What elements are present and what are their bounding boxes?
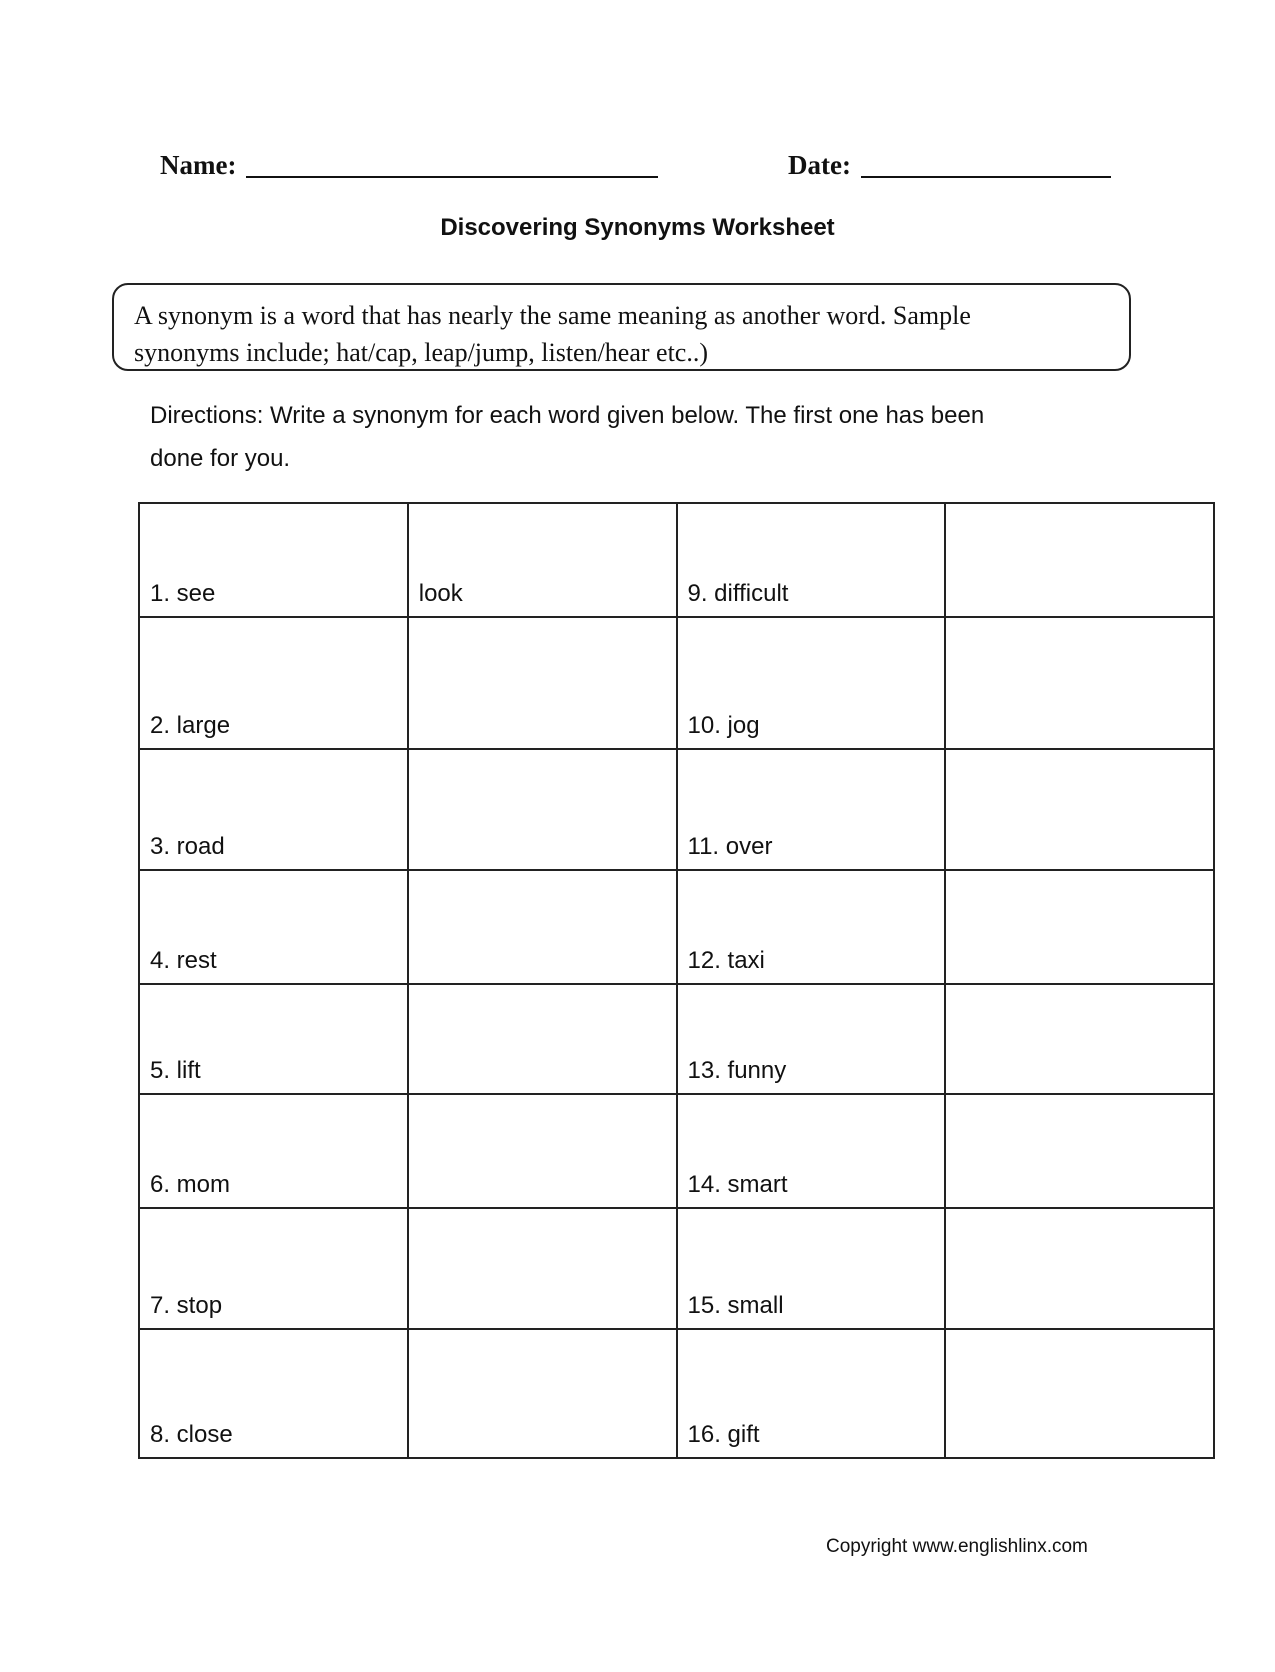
date-label: Date: bbox=[788, 150, 851, 180]
answer-cell[interactable] bbox=[408, 1208, 677, 1329]
table-row bbox=[139, 617, 1214, 749]
name-label: Name: bbox=[160, 150, 237, 180]
answer-cell[interactable] bbox=[945, 870, 1214, 984]
word-cell: 1. see bbox=[139, 503, 408, 617]
answer-cell[interactable] bbox=[408, 1094, 677, 1208]
word-cell: 8. close bbox=[139, 1329, 408, 1458]
answer-cell[interactable] bbox=[945, 503, 1214, 617]
answer-cell[interactable] bbox=[945, 1208, 1214, 1329]
table-row bbox=[139, 870, 1214, 984]
answer-cell[interactable] bbox=[408, 749, 677, 870]
directions-line-1: Directions: Write a synonym for each word given below. The first one has been bbox=[150, 402, 985, 429]
word-cell: 3. road bbox=[139, 749, 408, 870]
definition-box bbox=[112, 283, 1131, 371]
directions-line-2: done for you. bbox=[150, 445, 291, 472]
word-cell: 2. large bbox=[139, 617, 408, 749]
name-blank-line[interactable] bbox=[246, 152, 658, 178]
answer-cell[interactable] bbox=[408, 617, 677, 749]
word-cell: 10. jog bbox=[677, 617, 946, 749]
table-row bbox=[139, 1329, 1214, 1458]
word-cell: 6. mom bbox=[139, 1094, 408, 1208]
word-cell: 7. stop bbox=[139, 1208, 408, 1329]
table-row bbox=[139, 749, 1214, 870]
answer-cell[interactable] bbox=[408, 984, 677, 1094]
answer-cell[interactable] bbox=[408, 1329, 677, 1458]
answer-cell[interactable] bbox=[945, 984, 1214, 1094]
answer-cell[interactable]: look bbox=[408, 503, 677, 617]
answer-cell[interactable] bbox=[945, 1094, 1214, 1208]
date-blank-line[interactable] bbox=[861, 152, 1111, 178]
synonym-table-body bbox=[139, 503, 1214, 1458]
definition-line-1: A synonym is a word that has nearly the same meaning as another word. Sample bbox=[134, 301, 971, 330]
answer-cell[interactable] bbox=[945, 749, 1214, 870]
definition-line-2: synonyms include; hat/cap, leap/jump, listen/hear etc..) bbox=[134, 338, 709, 367]
word-cell: 12. taxi bbox=[677, 870, 946, 984]
directions bbox=[150, 394, 1110, 480]
word-cell: 5. lift bbox=[139, 984, 408, 1094]
date-field bbox=[788, 148, 1111, 181]
word-cell: 4. rest bbox=[139, 870, 408, 984]
word-cell: 16. gift bbox=[677, 1329, 946, 1458]
name-field bbox=[160, 148, 658, 181]
synonym-table bbox=[138, 502, 1215, 1459]
worksheet-title: Discovering Synonyms Worksheet bbox=[440, 214, 835, 241]
copyright: Copyright www.englishlinx.com bbox=[826, 1536, 1088, 1557]
table-row bbox=[139, 1094, 1214, 1208]
table-row bbox=[139, 1208, 1214, 1329]
answer-cell[interactable] bbox=[945, 617, 1214, 749]
word-cell: 13. funny bbox=[677, 984, 946, 1094]
answer-cell[interactable] bbox=[408, 870, 677, 984]
word-cell: 11. over bbox=[677, 749, 946, 870]
table-row bbox=[139, 984, 1214, 1094]
word-cell: 14. smart bbox=[677, 1094, 946, 1208]
answer-cell[interactable] bbox=[945, 1329, 1214, 1458]
word-cell: 15. small bbox=[677, 1208, 946, 1329]
word-cell: 9. difficult bbox=[677, 503, 946, 617]
table-row bbox=[139, 503, 1214, 617]
